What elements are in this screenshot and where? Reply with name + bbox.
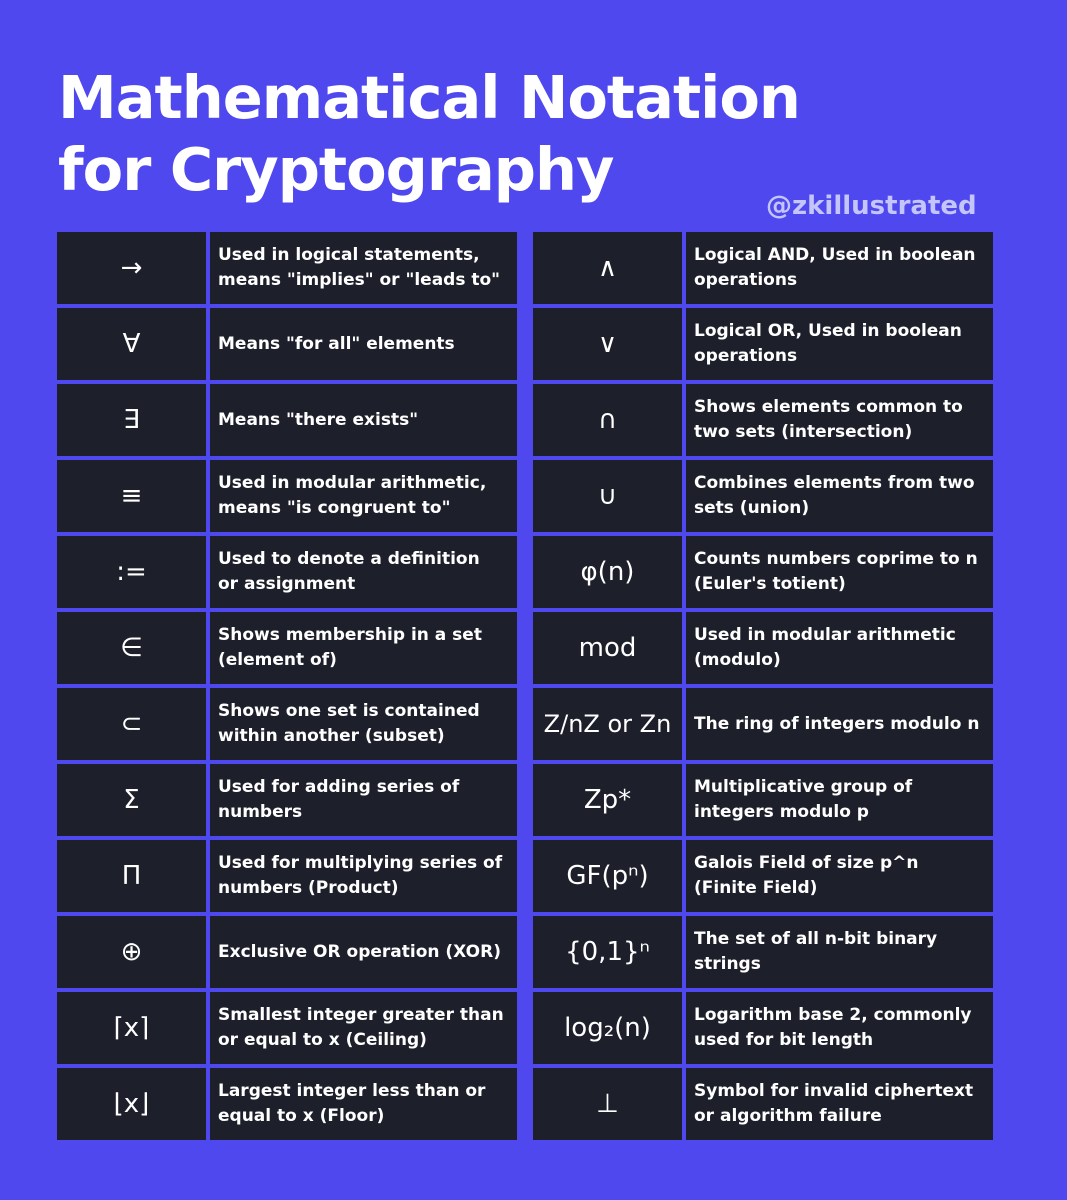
symbol-cell: → — [57, 232, 206, 304]
symbol-cell: GF(pⁿ) — [533, 840, 682, 912]
notation-row-implies — [57, 232, 517, 304]
notation-row-ring — [533, 688, 993, 760]
symbol-cell: φ(n) — [533, 536, 682, 608]
description-cell: Multiplicative group of integers modulo p — [686, 764, 993, 836]
title-line-2: for Cryptography — [58, 135, 614, 204]
symbol-cell: ⊥ — [533, 1068, 682, 1140]
notation-row-totient — [533, 536, 993, 608]
notation-row-or — [533, 308, 993, 380]
title-line-1: Mathematical Notation — [58, 63, 800, 132]
notation-row-xor — [57, 916, 517, 988]
description-cell: Shows elements common to two sets (intersection) — [686, 384, 993, 456]
description-cell: Shows membership in a set (element of) — [210, 612, 517, 684]
notation-row-ceiling — [57, 992, 517, 1064]
symbol-cell: Zp* — [533, 764, 682, 836]
symbol-cell: ∀ — [57, 308, 206, 380]
description-cell: Largest integer less than or equal to x (Floor) — [210, 1068, 517, 1140]
description-cell: Used in modular arithmetic, means "is congruent to" — [210, 460, 517, 532]
symbol-cell: Π — [57, 840, 206, 912]
notation-row-log2 — [533, 992, 993, 1064]
notation-row-intersection — [533, 384, 993, 456]
symbol-cell: ∧ — [533, 232, 682, 304]
notation-row-subset — [57, 688, 517, 760]
description-cell: Logical AND, Used in boolean operations — [686, 232, 993, 304]
description-cell: The ring of integers modulo n — [686, 688, 993, 760]
notation-row-mult-group — [533, 764, 993, 836]
symbol-cell: := — [57, 536, 206, 608]
description-cell: Combines elements from two sets (union) — [686, 460, 993, 532]
symbol-cell: ∈ — [57, 612, 206, 684]
notation-row-product — [57, 840, 517, 912]
description-cell: Means "for all" elements — [210, 308, 517, 380]
description-cell: Means "there exists" — [210, 384, 517, 456]
description-cell: Galois Field of size p^n (Finite Field) — [686, 840, 993, 912]
symbol-cell: ∨ — [533, 308, 682, 380]
description-cell: Used to denote a definition or assignment — [210, 536, 517, 608]
symbol-cell: Σ — [57, 764, 206, 836]
description-cell: The set of all n-bit binary strings — [686, 916, 993, 988]
author-handle: @zkillustrated — [766, 191, 977, 221]
notation-row-modulo — [533, 612, 993, 684]
symbol-cell: Z/nZ or Zn — [533, 688, 682, 760]
page-title — [58, 62, 800, 206]
notation-row-element-of — [57, 612, 517, 684]
notation-table-left — [57, 232, 517, 1140]
description-cell: Logical OR, Used in boolean operations — [686, 308, 993, 380]
description-cell: Counts numbers coprime to n (Euler's totient) — [686, 536, 993, 608]
symbol-cell: ⊕ — [57, 916, 206, 988]
notation-row-sum — [57, 764, 517, 836]
symbol-cell: ⌈x⌉ — [57, 992, 206, 1064]
notation-row-binary-strings — [533, 916, 993, 988]
description-cell: Logarithm base 2, commonly used for bit length — [686, 992, 993, 1064]
symbol-cell: ≡ — [57, 460, 206, 532]
notation-row-floor — [57, 1068, 517, 1140]
description-cell: Shows one set is contained within another (subset) — [210, 688, 517, 760]
description-cell: Used for adding series of numbers — [210, 764, 517, 836]
description-cell: Used in logical statements, means "implies" or "leads to" — [210, 232, 517, 304]
notation-row-galois-field — [533, 840, 993, 912]
description-cell: Exclusive OR operation (XOR) — [210, 916, 517, 988]
notation-row-and — [533, 232, 993, 304]
symbol-cell: ∪ — [533, 460, 682, 532]
notation-row-exists — [57, 384, 517, 456]
description-cell: Used for multiplying series of numbers (Product) — [210, 840, 517, 912]
symbol-cell: mod — [533, 612, 682, 684]
symbol-cell: ∃ — [57, 384, 206, 456]
symbol-cell: log₂(n) — [533, 992, 682, 1064]
symbol-cell: {0,1}ⁿ — [533, 916, 682, 988]
notation-row-for-all — [57, 308, 517, 380]
description-cell: Symbol for invalid ciphertext or algorithm failure — [686, 1068, 993, 1140]
notation-table-right — [533, 232, 993, 1140]
notation-row-definition — [57, 536, 517, 608]
symbol-cell: ∩ — [533, 384, 682, 456]
notation-row-bottom — [533, 1068, 993, 1140]
symbol-cell: ⊂ — [57, 688, 206, 760]
notation-row-congruent — [57, 460, 517, 532]
notation-row-union — [533, 460, 993, 532]
description-cell: Smallest integer greater than or equal to x (Ceiling) — [210, 992, 517, 1064]
description-cell: Used in modular arithmetic (modulo) — [686, 612, 993, 684]
symbol-cell: ⌊x⌋ — [57, 1068, 206, 1140]
